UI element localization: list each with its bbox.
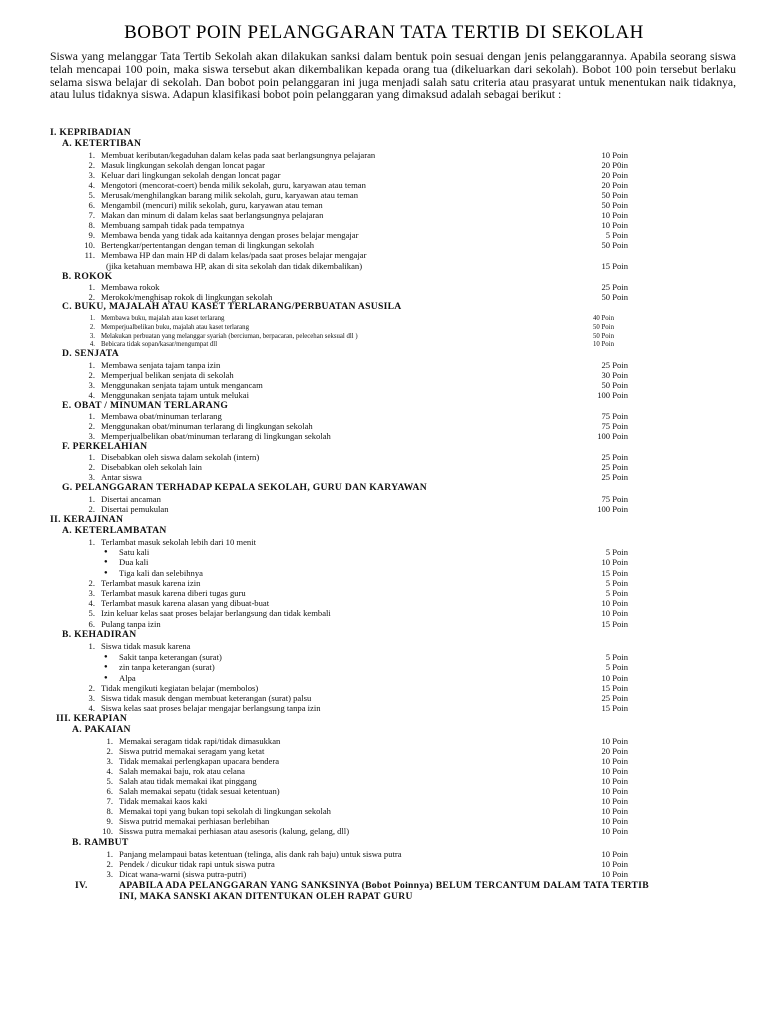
point-value: 75 Poin	[601, 411, 628, 421]
point-value: 25 Poin	[601, 360, 628, 370]
subsection-heading: B. RAMBUT	[72, 837, 129, 848]
point-value: 75 Poin	[601, 421, 628, 431]
item-number: 1.	[88, 452, 95, 462]
item-number: 2.	[88, 421, 95, 431]
subsection-heading: B. KEHADIRAN	[62, 629, 137, 640]
item-number: 4.	[88, 180, 95, 190]
violation-description: Dicat wana-warni (siswa putra-putri)	[119, 869, 247, 879]
violation-description: Panjang melampaui batas ketentuan (telinga, alis dank rah baju) untuk siswa putra	[119, 849, 402, 859]
item-number: 1.	[88, 411, 95, 421]
violation-description: Keluar dari lingkungan sekolah dengan loncat pagar	[101, 170, 281, 180]
violation-description: Disertai ancaman	[101, 494, 161, 504]
violation-description: Membuat keributan/kegaduhan dalam kelas pada saat berlangsungnya pelajaran	[101, 150, 376, 160]
item-number: 5.	[88, 608, 95, 618]
point-value: 50 Poin	[601, 292, 628, 302]
point-value: 10 Poin	[601, 786, 628, 796]
item-number: 9.	[106, 816, 113, 826]
item-number: 5.	[106, 776, 113, 786]
violation-description: Tidak memakai perlengkapan upacara bendera	[119, 756, 280, 766]
violation-description: Membawa senjata tajam tanpa izin	[101, 360, 221, 370]
item-number: 4.	[88, 703, 95, 713]
item-number: 10.	[84, 240, 95, 250]
violation-description: Dua kali	[119, 557, 149, 567]
violation-description: (jika ketahuan membawa HP, akan di sita sekolah dan tidak dikembalikan)	[106, 261, 363, 271]
violation-description: Memperjual belikan senjata di sekolah	[101, 370, 234, 380]
item-number: 1.	[88, 494, 95, 504]
point-value: 50 Poin	[601, 380, 628, 390]
violation-description: Bertengkar/pertentangan dengan teman di lingkungan sekolah	[101, 240, 315, 250]
point-value: 15 Poin	[601, 261, 628, 271]
point-value: 100 Poin	[597, 390, 628, 400]
subsection-heading: C. BUKU, MAJALAH ATAU KASET TERLARANG/PERBUATAN ASUSILA	[62, 301, 402, 312]
violation-description: Mengotori (mencorat-coert) benda milik sekolah, guru, karyawan atau teman	[101, 180, 366, 190]
point-value: 10 Poin	[593, 341, 614, 348]
violation-description: Masuk lingkungan sekolah dengan loncat pagar	[101, 160, 265, 170]
point-value: 10 Poin	[601, 598, 628, 608]
violation-description: Disertai pemukulan	[101, 504, 169, 514]
item-number: 10.	[102, 826, 113, 836]
violation-description: Antar siswa	[101, 472, 142, 482]
point-value: 20 Poin	[601, 746, 628, 756]
item-number: 6.	[106, 786, 113, 796]
item-number: 1.	[89, 315, 95, 322]
point-value: 10 Poin	[601, 796, 628, 806]
violation-description: Merusak/menghilangkan barang milik sekolah, guru, karyawan atau teman	[101, 190, 359, 200]
item-number: 7.	[88, 210, 95, 220]
bullet-icon: ●	[104, 570, 108, 576]
point-value: 100 Poin	[597, 504, 628, 514]
violation-description: Siswa putrid memakai perhiasan berlebihan	[119, 816, 270, 826]
violation-description: Makan dan minum di dalam kelas saat berlangsungnya pelajaran	[101, 210, 324, 220]
point-value: 15 Poin	[601, 703, 628, 713]
item-number: 1.	[88, 150, 95, 160]
violation-description: Menggunakan senjata tajam untuk mengancam	[101, 380, 263, 390]
item-number: 7.	[106, 796, 113, 806]
violation-description: Siswa tidak masuk karena	[101, 641, 191, 651]
point-value: 25 Poin	[601, 282, 628, 292]
violation-description: Siswa tidak masuk dengan membuat keterangan (surat) palsu	[101, 693, 312, 703]
violation-description: Terlambat masuk karena diberi tugas guru	[101, 588, 246, 598]
violation-description: Membawa HP dan main HP di dalam kelas/pada saat proses belajar mengajar	[101, 250, 367, 260]
violation-description: Terlambat masuk karena izin	[101, 578, 201, 588]
point-value: 75 Poin	[601, 494, 628, 504]
point-value: 5 Poin	[605, 578, 628, 588]
item-number: 1.	[88, 641, 95, 651]
item-number: 2.	[89, 324, 95, 331]
point-value: 10 Poin	[601, 673, 628, 683]
violation-description: Merokok/menghisap rokok di lingkungan sekolah	[101, 292, 273, 302]
violation-description: Siswa putrid memakai seragam yang ketat	[119, 746, 265, 756]
point-value: 20 Poin	[601, 170, 628, 180]
violation-description: Terlambat masuk sekolah lebih dari 10 menit	[101, 537, 256, 547]
point-value: 25 Poin	[601, 472, 628, 482]
point-value: 5 Poin	[605, 662, 628, 672]
violation-description: Sisswa putra memakai perhiasan atau asesoris (kalung, gelang, dll)	[119, 826, 350, 836]
bullet-icon: ●	[104, 675, 108, 681]
violation-description: Menggunakan obat/minuman terlarang di lingkungan sekolah	[101, 421, 313, 431]
item-number: 2.	[106, 746, 113, 756]
point-value: 50 Poin	[601, 240, 628, 250]
point-value: 10 Poin	[601, 859, 628, 869]
violation-description: Disebabkan oleh siswa dalam sekolah (intern)	[101, 452, 260, 462]
point-value: 10 Poin	[601, 816, 628, 826]
point-value: 5 Poin	[605, 588, 628, 598]
item-number: 2.	[88, 370, 95, 380]
violation-description: Siswa kelas saat proses belajar mengajar berlangsung tanpa izin	[101, 703, 321, 713]
bullet-icon: ●	[104, 664, 108, 670]
violation-description: Pulang tanpa izin	[101, 619, 161, 629]
closing-line-1: APABILA ADA PELANGGARAN YANG SANKSINYA (Bobot Poinnya) BELUM TERCANTUM DALAM TATA TERTIB	[119, 880, 649, 891]
item-number: 11.	[84, 250, 95, 260]
item-number: 9.	[88, 230, 95, 240]
item-number: 2.	[88, 462, 95, 472]
item-number: 2.	[106, 859, 113, 869]
point-value: 10 Poin	[601, 756, 628, 766]
point-value: 10 Poin	[601, 766, 628, 776]
item-number: 3.	[88, 380, 95, 390]
point-value: 25 Poin	[601, 452, 628, 462]
subsection-heading: F. PERKELAHIAN	[62, 441, 148, 452]
point-value: 10 Poin	[601, 608, 628, 618]
subsection-heading: A. KETERLAMBATAN	[62, 525, 167, 536]
violation-description: Mengambil (mencuri) milik sekolah, guru, karyawan atau teman	[101, 200, 323, 210]
item-number: 8.	[88, 220, 95, 230]
violation-description: Membawa obat/minuman terlarang	[101, 411, 222, 421]
point-value: 15 Poin	[601, 568, 628, 578]
point-value: 10 Poin	[601, 557, 628, 567]
point-value: 5 Poin	[605, 230, 628, 240]
violation-description: Membawa buku, majalah atau kaset terlarang	[101, 315, 225, 322]
bullet-icon: ●	[104, 654, 108, 660]
document-title: BOBOT POIN PELANGGARAN TATA TERTIB DI SEKOLAH	[124, 22, 644, 43]
section-heading: I. KEPRIBADIAN	[50, 127, 131, 138]
point-value: 10 Poin	[601, 210, 628, 220]
point-value: 10 Poin	[601, 869, 628, 879]
violation-description: Tidak memakai kaos kaki	[119, 796, 208, 806]
violation-description: Memakai topi yang bukan topi sekolah di lingkungan sekolah	[119, 806, 331, 816]
point-value: 15 Poin	[601, 619, 628, 629]
closing-number: IV.	[75, 880, 88, 891]
violation-description: Salah memakai baju, rok atau celana	[119, 766, 245, 776]
item-number: 4.	[89, 341, 95, 348]
violation-description: zin tanpa keterangan (surat)	[119, 662, 215, 672]
item-number: 5.	[88, 190, 95, 200]
point-value: 50 Poin	[593, 324, 614, 331]
item-number: 4.	[106, 766, 113, 776]
point-value: 100 Poin	[597, 431, 628, 441]
section-heading: III. KERAPIAN	[56, 713, 128, 724]
item-number: 2.	[88, 292, 95, 302]
item-number: 3.	[106, 756, 113, 766]
point-value: 10 Poin	[601, 150, 628, 160]
intro-paragraph: Siswa yang melanggar Tata Tertib Sekolah akan dilakukan sanksi dalam bentuk poin sesuai dengan jenis pelanggarannya. Apabila seorang siswa telah mencapai 100 poin, maka siswa tersebut akan dikembalikan kepada orang tua (dikeluarkan dari sekolah). Bobot 100 poin tersebut berlaku selama siswa belajar di sekolah. Dan bobot poin pelanggaran ini juga menjadi salah satu criteria atau prasyarat untuk menentukan naik tidaknya, atau lulus tidaknya siswa. Adapun klasifikasi bobot poin pelanggaran yang dimaksud adalah sebagai berikut :	[50, 50, 736, 102]
item-number: 6.	[88, 200, 95, 210]
point-value: 10 Poin	[601, 776, 628, 786]
violation-description: Membawa benda yang tidak ada kaitannya dengan proses belajar mengajar	[101, 230, 359, 240]
item-number: 3.	[89, 333, 95, 340]
item-number: 2.	[88, 504, 95, 514]
point-value: 10 Poin	[601, 220, 628, 230]
item-number: 2.	[88, 683, 95, 693]
item-number: 8.	[106, 806, 113, 816]
item-number: 1.	[106, 849, 113, 859]
violation-description: Melakukan perbuatan yang melanggar syariah (berciuman, berpacaran, pelecehan seksual dll )	[101, 333, 358, 340]
item-number: 1.	[88, 282, 95, 292]
item-number: 3.	[88, 693, 95, 703]
violation-description: Terlambat masuk karena alasan yang dibuat-buat	[101, 598, 270, 608]
subsection-heading: E. OBAT / MINUMAN TERLARANG	[62, 400, 229, 411]
point-value: 15 Poin	[601, 683, 628, 693]
point-value: 5 Poin	[605, 547, 628, 557]
item-number: 3.	[106, 869, 113, 879]
point-value: 25 Poin	[601, 462, 628, 472]
violation-description: Salah atau tidak memakai ikat pinggang	[119, 776, 257, 786]
violation-description: Izin keluar kelas saat proses belajar berlangsung dan tidak kembali	[101, 608, 331, 618]
violation-description: Membuang sampah tidak pada tempatnya	[101, 220, 245, 230]
violation-description: Memperjualbelikan obat/minuman terlarang di lingkungan sekolah	[101, 431, 331, 441]
point-value: 5 Poin	[605, 652, 628, 662]
subsection-heading: G. PELANGGARAN TERHADAP KEPALA SEKOLAH, GURU DAN KARYAWAN	[62, 482, 427, 493]
violation-description: Tiga kali dan selebihnya	[119, 568, 203, 578]
subsection-heading: B. ROKOK	[62, 271, 113, 282]
subsection-heading: D. SENJATA	[62, 348, 120, 359]
violation-description: Pendek / dicukur tidak rapi untuk siswa putra	[119, 859, 275, 869]
subsection-heading: A. KETERTIBAN	[62, 138, 142, 149]
violation-description: Bebicara tidak sopan/kasar/mengumpat dll	[101, 341, 218, 348]
bullet-icon: ●	[104, 559, 108, 565]
point-value: 40 Poin	[593, 315, 614, 322]
point-value: 20 Poin	[601, 180, 628, 190]
point-value: 50 Poin	[601, 200, 628, 210]
point-value: 20 P0in	[601, 160, 628, 170]
violation-description: Sakit tanpa keterangan (surat)	[119, 652, 222, 662]
subsection-heading: A. PAKAIAN	[72, 724, 131, 735]
violation-description: Memperjualbelikan buku, majalah atau kaset terlarang	[101, 324, 249, 331]
item-number: 3.	[88, 170, 95, 180]
point-value: 10 Poin	[601, 826, 628, 836]
item-number: 1.	[88, 360, 95, 370]
point-value: 30 Poin	[601, 370, 628, 380]
point-value: 10 Poin	[601, 736, 628, 746]
section-heading: II. KERAJINAN	[50, 514, 124, 525]
violation-description: Disebabkan oleh sekolah lain	[101, 462, 202, 472]
item-number: 4.	[88, 390, 95, 400]
point-value: 25 Poin	[601, 693, 628, 703]
bullet-icon: ●	[104, 549, 108, 555]
point-value: 10 Poin	[601, 806, 628, 816]
item-number: 2.	[88, 578, 95, 588]
violation-description: Memakai seragam tidak rapi/tidak dimasukkan	[119, 736, 281, 746]
item-number: 6.	[88, 619, 95, 629]
closing-line-2: INI, MAKA SANSKI AKAN DITENTUKAN OLEH RAPAT GURU	[119, 891, 413, 902]
item-number: 1.	[88, 537, 95, 547]
violation-description: Menggunakan senjata tajam untuk melukai	[101, 390, 249, 400]
item-number: 4.	[88, 598, 95, 608]
item-number: 3.	[88, 472, 95, 482]
item-number: 3.	[88, 588, 95, 598]
violation-description: Satu kali	[119, 547, 150, 557]
violation-description: Alpa	[119, 673, 136, 683]
item-number: 3.	[88, 431, 95, 441]
item-number: 2.	[88, 160, 95, 170]
point-value: 10 Poin	[601, 849, 628, 859]
violation-description: Tidak mengikuti kegiatan belajar (membolos)	[101, 683, 259, 693]
item-number: 1.	[106, 736, 113, 746]
point-value: 50 Poin	[601, 190, 628, 200]
violation-description: Salah memakai sepatu (tidak sesuai ketentuan)	[119, 786, 280, 796]
point-value: 50 Poin	[593, 333, 614, 340]
violation-description: Membawa rokok	[101, 282, 160, 292]
